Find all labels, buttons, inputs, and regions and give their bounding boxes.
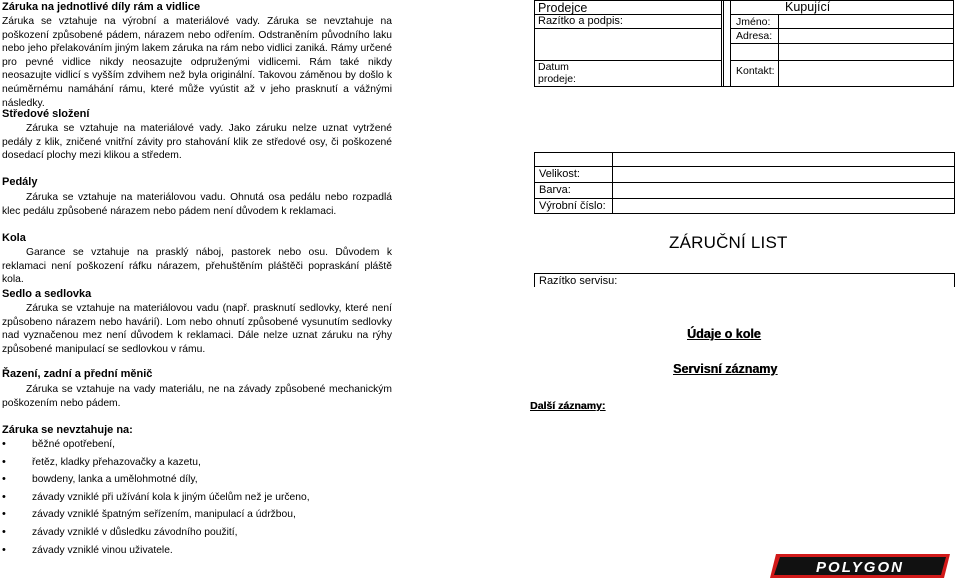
seat-paragraph: Záruka se vztahuje na materiálovou vadu (např. prasknutí sedlovky, které není způsobeno nárazem nebo havárií). Lom nebo ohnutí způsobené vysunutím sedlovky nad vyznačenou mez není důvodem k reklamaci. Dále nelze uznat záruku na rýhy způsobené manipulací se sedlovkou v rámu. — [2, 303, 392, 355]
buyer-contact-label: Kontakt: — [736, 65, 775, 77]
pedals-heading: Pedály — [2, 176, 38, 188]
size-label: Velikost: — [539, 168, 580, 180]
service-stamp-label: Razítko servisu: — [539, 275, 618, 287]
bike-details-left-border — [534, 152, 535, 214]
buyer-address-label: Adresa: — [736, 30, 773, 42]
buyer-title: Kupující — [785, 0, 831, 14]
other-records-title: Další záznamy: — [530, 400, 606, 412]
shift-heading: Řazení, zadní a přední měnič — [2, 368, 153, 380]
polygon-logo-icon — [770, 552, 956, 580]
buyer-title-rule — [731, 14, 954, 15]
seller-stamp-label: Razítko a podpis: — [538, 15, 623, 27]
buyer-name-label: Jméno: — [736, 16, 771, 28]
warranty-title: ZÁRUČNÍ LIST — [669, 233, 788, 252]
wheels-heading: Kola — [2, 232, 26, 244]
list-item: • závady vzniklé při užívání kola k jiným účelům než je určeno, — [0, 489, 400, 507]
bike-details-divider — [612, 152, 613, 214]
buyer-address-rule — [731, 43, 954, 44]
buyer-name-rule — [731, 28, 954, 29]
frame-paragraph: Záruka se vztahuje na výrobní a materiálové vady. Záruka se nevztahuje na poškození způsobené pádem, nárazem nebo odřením. Odstraněním původního laku nebo jeho přelakováním jiným lakem záruka na rám nebo vidlici zaniká. Rámy určené pro pevné vidlice nikdy neosazujte odpruženými vidlicemi. Rám také nikdy neosazujte vidlicí s vyšším zdvihem než byla originální. Takovou záměnou by došlo k neúměrnému namáhání rámu, které může vyústit až v jeho prasknutí a vážnými následky. — [2, 16, 392, 109]
bike-size-rule — [534, 166, 954, 167]
serial-label: Výrobní číslo: — [539, 200, 606, 212]
list-item: • bowdeny, lanka a umělohmotné díly, — [0, 471, 400, 489]
bike-color-rule — [534, 182, 954, 183]
list-item: • řetěz, kladky přehazovačky a kazetu, — [0, 454, 400, 472]
service-stamp-left — [534, 273, 535, 287]
box-double-divider — [721, 0, 724, 87]
center-heading: Středové složení — [2, 108, 90, 120]
polygon-logo-text: POLYGON — [816, 559, 904, 576]
exclusions-heading: Záruka se nevztahuje na: — [2, 424, 133, 436]
service-stamp-rule — [534, 273, 954, 274]
seller-date-label: Datum prodeje: — [538, 61, 576, 85]
bike-bottom-rule — [534, 213, 954, 214]
wheels-paragraph: Garance se vztahuje na prasklý náboj, pastorek nebo osu. Důvodem k reklamaci není poškození ráfku nárazem, přehuštěním pláštěči popraskání pláště kola. — [2, 247, 392, 286]
seller-stamp-rule — [535, 28, 721, 29]
exclusions-list — [0, 436, 400, 559]
pedals-paragraph: Záruka se vztahuje na materiálovou vadu. Ohnutá osa pedálu nebo rozpadlá klec pedálu způsobené nárazem nebo pádem není důvodem k reklamaci. — [2, 192, 392, 217]
bike-details-right-border — [954, 152, 955, 214]
bike-data-title: Údaje o kole — [687, 327, 761, 341]
list-item: • závady vzniklé v důsledku závodního použití, — [0, 524, 400, 542]
service-records-title: Servisní záznamy — [673, 362, 778, 376]
center-paragraph: Záruka se vztahuje na materiálové vady. Jako záruku nelze uznat vytržené pedály z klik, zničené vnitřní závity pro stahování klik ze středové osy, či poškozené dosedací plochy mezi klikou a středem. — [2, 123, 392, 162]
buyer-contact-rule — [731, 60, 954, 61]
color-label: Barva: — [539, 184, 571, 196]
polygon-logo — [770, 552, 956, 580]
shift-paragraph: Záruka se vztahuje na vady materiálu, ne na závady způsobené mechanickým poškozením nebo pádem. — [2, 384, 392, 409]
list-item: • závady vzniklé špatným seřízením, manipulací a údržbou, — [0, 506, 400, 524]
service-stamp-right — [954, 273, 955, 287]
frame-heading: Záruka na jednotlivé díly rám a vidlice — [2, 1, 201, 13]
list-item: • závady vzniklé vinou uživatele. — [0, 542, 400, 560]
list-item: • běžné opotřebení, — [0, 436, 400, 454]
seller-title: Prodejce — [538, 1, 588, 15]
bike-serial-rule — [534, 198, 954, 199]
seat-heading: Sedlo a sedlovka — [2, 288, 92, 300]
buyer-inner-rule — [778, 14, 780, 87]
